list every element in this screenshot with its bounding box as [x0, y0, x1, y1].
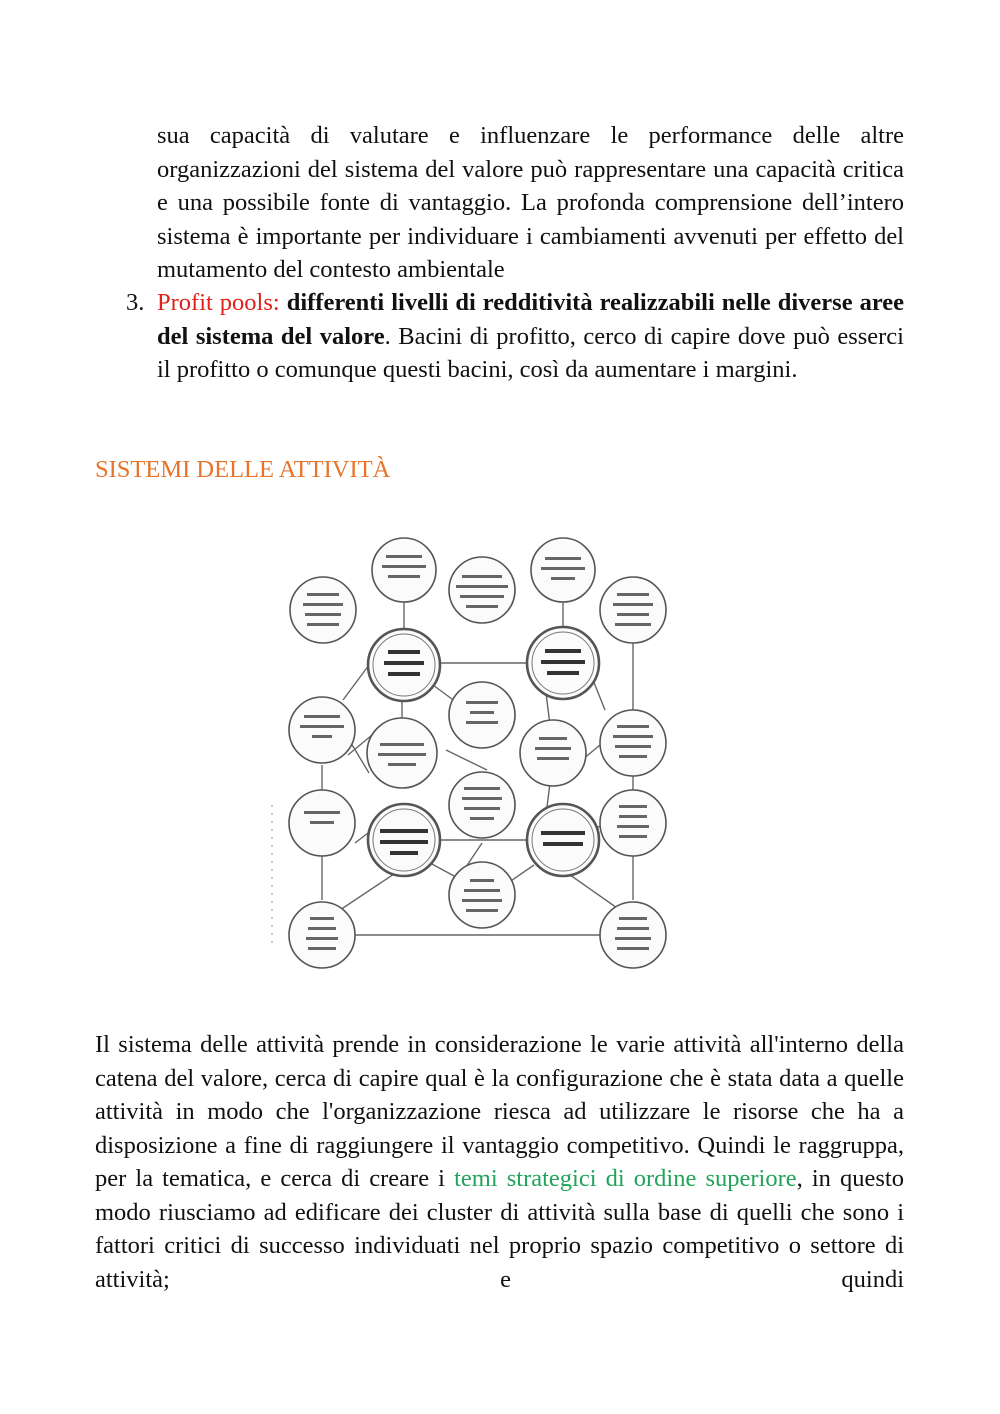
diagram-node: [289, 790, 355, 856]
diagram-node: [449, 682, 515, 748]
activity-system-diagram: [250, 525, 700, 995]
diagram-node-core: [527, 627, 599, 699]
body-text-part2: , in questo modo riusciamo ad edificare dei cluster di attività sulla base di quelli che sono i fattori critici di successo individuati nel proprio spazio competitivo o settore di attività; e quindi: [95, 1165, 904, 1293]
diagram-node-core: [368, 629, 440, 701]
profit-pools-term: Profit pools:: [157, 289, 280, 316]
diagram-node: [600, 710, 666, 776]
diagram-node: [600, 790, 666, 856]
diagram-node: [531, 538, 595, 602]
diagram-node: [449, 772, 515, 838]
list-item-2-continuation: sua capacità di valutare e influenzare le performance delle altre organizzazioni del sistema del valore può rappresentare una capacità critica e una possibile fonte di vantaggio. La profonda comprensione dell’intero sistema è importante per individuare i cambiamenti avvenuti per effetto del mutamento del contesto ambientale: [157, 122, 904, 283]
body-paragraph: [95, 1028, 904, 1296]
diagram-node: [367, 718, 437, 788]
diagram-node: [600, 577, 666, 643]
diagram-node: [289, 697, 355, 763]
body-highlight: temi strategici di ordine superiore: [454, 1165, 797, 1192]
diagram-node-core: [527, 804, 599, 876]
list-item-3-number: 3.: [126, 289, 145, 316]
diagram-node: [449, 557, 515, 623]
diagram-node-core: [368, 804, 440, 876]
list-item-3: [157, 286, 904, 387]
diagram-node: [290, 577, 356, 643]
body-text-part1: Il sistema delle attività prende in considerazione le varie attività all'interno della catena del valore, cerca di capire qual è la configurazione che è stata data a quelle attività in modo che l'organizzazione riesca ad utilizzare le risorse che ha a disposizione a fine di raggiungere il vantaggio competitivo. Quindi le raggruppa, per la tematica, e cerca di creare i: [95, 1031, 904, 1192]
section-heading: SISTEMI DELLE ATTIVITÀ: [95, 456, 391, 483]
diagram-node: [372, 538, 436, 602]
diagram-node: [520, 720, 586, 786]
diagram-node: [600, 902, 666, 968]
diagram-node: [289, 902, 355, 968]
diagram-node: [449, 862, 515, 928]
profit-pools-explanation: . Bacini di profitto, cerco di capire dove può esserci il profitto o comunque questi bacini, così da aumentare i margini.: [157, 322, 904, 383]
profit-pools-definition: differenti livelli di redditività realizzabili nelle diverse aree del sistema del valore: [157, 289, 904, 350]
diagram-nodes: [289, 538, 666, 968]
